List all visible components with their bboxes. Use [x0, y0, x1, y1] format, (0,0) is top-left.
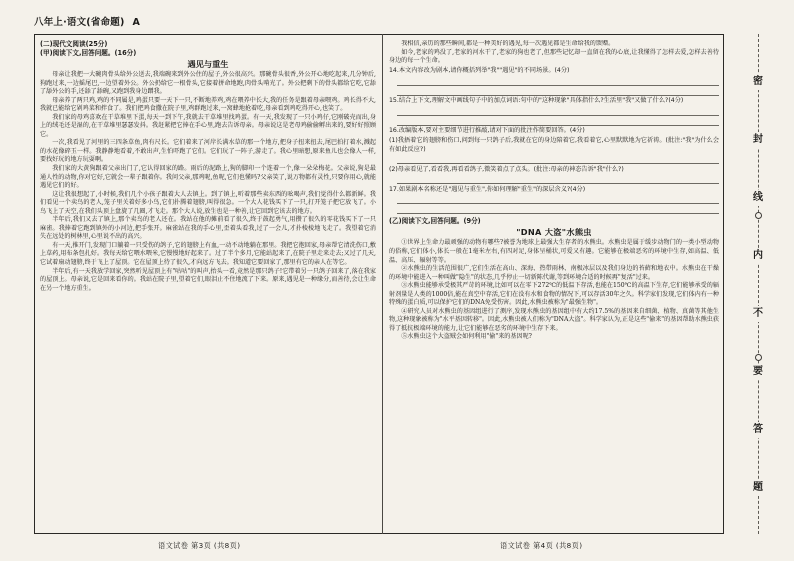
article-paragraph: 母亲让我把一大碗肉骨头给外公送去,我端碗来到外公住的屋子,外公很高兴。那碗骨头很香,外公开心地吃起来,几分钟后,狗跑过来,一边摇尾巴,一边望着外公。外公扔给它一根骨头,它接着拼命地跑,肉骨头啃光了。外公把剩下的骨头都给它吃,它舔了舔外公的手,还舔了舔碗,又跑到我身边蹭我。	[40, 71, 376, 96]
answer-line[interactable]	[397, 206, 719, 214]
article2-paragraph: ⑤水熊虫这个大盗贼会如何利用"偷"来的基因呢?	[401, 333, 532, 341]
article2-paragraph: ④研究人员对水熊虫的基因组进行了测序,发现水熊虫的基因组中有大约17.5%的基因来自细菌、植物、真菌等其他生物,这种现象被称为"水平基因转移"。因此,水熊虫被人们称为"DNA大盗"。科学家认为,正是这些"偷来"的基因帮助水熊虫获得了抵抗极端环境的能力,让它们能够在恶劣的环境中生存下来。	[389, 307, 719, 332]
seal-char: 线	[749, 190, 767, 206]
article-ending	[389, 40, 719, 66]
answer-line[interactable]	[397, 156, 719, 164]
article-paragraph: 有一天,推开门,发现门口躺着一只受伤的鸽子,它的翅膀上有血,一动不动地躺在那里。我把它抱回家,母亲帮它清洗伤口,敷上草药,用布条包扎好。我每天给它喂水喂米,它慢慢地好起来了。过了半个多月,它能站起来了,在院子里走来走去;又过了几天,它试着扇动翅膀,终于飞上了屋顶。它在屋顶上待了很久,才向远方飞去。我知道它要回家了,那里有它的亲人在等它。	[40, 241, 376, 267]
article2-paragraph: ②水熊虫的生活范围很广,它们生活在高山、深海、热带雨林、南极冰层以及我们身边的苔藓和地衣中。水熊虫在干燥的环境中能进入一种叫做"隐生"的状态,几乎停止一切新陈代谢,等到环境合适的时候再"复活"过来。	[389, 265, 719, 281]
seal-char: 答	[749, 422, 767, 438]
seal-char: 题	[749, 480, 767, 496]
article-paragraph: 我们家的大黄狗跟着父亲出门了,它认得回家的路。雨后的泥路上,狗的脚印一个连着一个,像一朵朵梅花。父亲说,狗是最通人性的动物,你对它好,它就会一辈子跟着你。我问父亲,那鸡呢,鱼呢,它们也懂吗?父亲笑了,说万物都有灵性,只要你用心,就能遇见它们的好。	[40, 165, 376, 190]
article-body	[40, 71, 376, 293]
answer-line[interactable]	[397, 88, 719, 96]
seal-char: 不	[749, 306, 767, 322]
seal-char: 要	[749, 364, 767, 380]
answer-line[interactable]	[397, 196, 719, 204]
article2-paragraph: ①世界上生命力最顽强的动物有哪些?被誉为地球上最强大生存者的水熊虫。水熊虫是属于缓步动物门的一类小型动物的俗称,它们体小,体长一般在1毫米左右,有四对足,身体呈桶状,可爱又有趣。它能够在极端恶劣的环境中生存,如高温、低温、高压、辐射等等。	[389, 239, 719, 264]
article-title: 遇见与重生	[187, 59, 229, 69]
question-item: (2)母亲看见了,看看我,再看看鸽子,微笑着点了点头。(批注:母亲的神态告诉"我"什么?)	[389, 165, 624, 173]
exam-header	[34, 14, 140, 28]
article-paragraph: 半年后,我们又去了镇上,那个卖鸟的老人还在。我站在他的摊前看了很久,终于鼓起勇气,用攒了很久的零花钱买下了一只麻雀。我捧着它跑到镇外的小河边,把手张开。麻雀站在我的手心里,歪着头看我,过了一会儿,才扑棱棱地飞走了。我望着它消失在远处的树林里,心里说不出的高兴。	[40, 216, 376, 241]
section2-title: (乙)阅读下文,回答问题。(9分)	[389, 217, 481, 226]
section-title: (二)现代文阅读(25分)	[40, 40, 108, 48]
page-footer-right: 语文试卷 第4页 (共8页)	[500, 541, 583, 550]
seal-margin	[736, 34, 782, 534]
question-item: 14.本文内容改为剧本,请你概括列举"我""遇见"的不同场景。(4分)	[389, 67, 570, 75]
left-column	[40, 40, 376, 526]
article2-title: "DNA 大盗"水熊虫	[516, 227, 592, 238]
right-column	[389, 40, 719, 526]
answer-line[interactable]	[397, 108, 719, 116]
article2-paragraph: ③水熊虫能够承受极其严苛的环境,比如可以在零下272℃的低温下存活,也能在150℃的高温下生存,它们能够承受的辐射剂量是人类的1000倍,能在真空中存活,它们在没有水和食物的情况下,可以存活30年之久。科学家们发现,它们体内有一种特殊的蛋白质,可以保护它们的DNA免受伤害。因此,水熊虫被称为"最强生物"。	[389, 282, 719, 307]
article2-body	[389, 239, 719, 342]
answer-line[interactable]	[397, 78, 719, 86]
binding-hole-icon	[755, 212, 762, 219]
seal-char: 内	[749, 248, 767, 264]
seal-dashed-line	[758, 34, 759, 534]
article-paragraph: 母亲养了两只鸡,鸡的不同属是,鸡蛋只要一天下一只,不断地养鸡,鸡在喂养中长大,我的任务是跟着母亲喂鸡。鸡长得不大,我就已能给它剁鸡菜和拌食了。我们把鸡食撒在院子里,鸡群跑过来,一窝蜂地抢着吃,母亲看到鸡吃得开心,也笑了。	[40, 96, 376, 113]
article-paragraph: 我相信,亲历的那些瞬间,都是一种美好的遇见,每一次遇见都是生命给我的馈赠。	[401, 40, 615, 47]
subsection-title: (甲)阅读下文,回答问题。(16分)	[40, 49, 137, 57]
article-paragraph: 如今,老家的鸡没了,老家的河水干了,老家的狗也老了,但那些记忆却一直留在我的心底,让我懂得了怎样去爱,怎样去善待身边的每一个生命。	[389, 48, 719, 65]
article-paragraph: 一次,我看见了河里的三四条草鱼,肉有尺长。它们着来了河岸长满水草的那一个地方,把身子扭来扭去,尾巴拍打着水,溅起的水花像碎玉一样。我静静地看着,不敢出声,生怕吓跑了它们。它们玩了一阵子,游走了。我心里暗想,原来鱼儿也会像人一样,要找好玩的地方玩耍啊。	[40, 139, 376, 164]
answer-line[interactable]	[397, 176, 719, 184]
page-footer-left: 语文试卷 第3页 (共8页)	[158, 541, 241, 550]
exam-variant: A	[132, 17, 141, 28]
question-item: (1)我捂着它的翅膀和伤口,问到每一只鸽子后,我就在它的身边陪着它,我看着它,心里默默地为它祈祷。(批注:"我"为什么会有如此反应?)	[389, 137, 719, 153]
answer-line[interactable]	[397, 118, 719, 126]
seal-char: 密	[749, 74, 767, 90]
question-item: 17.如果剧本名称还是"遇见与重生",你如何理解"重生"的深层含义?(4分)	[389, 185, 586, 193]
question-list	[389, 67, 719, 214]
question-item: 16.改编版本,要对主要细节进行推敲,请对下面的批注作简要回答。(4分)	[389, 127, 585, 135]
seal-char: 封	[749, 132, 767, 148]
question-item: 15.结合上下文,理解文中画线句子中的加点词语:句中的"这种现象"具体指什么?生活里"我"又做了什么?(4分)	[389, 97, 684, 105]
binding-hole-icon	[755, 354, 762, 361]
column-divider	[382, 34, 383, 534]
article-paragraph: 半年后,有一天我放学回家,突然听见屋顶上有"咕咕"的叫声,抬头一看,竟然是那只鸽子!它带着另一只鸽子回来了,落在我家的屋顶上。母亲说,它是回来看你的。我站在院子里,望着它们,眼泪止不住地流了下来。原来,遇见是一种缘分,而善待,会让生命在另一个地方重生。	[40, 267, 376, 292]
article-paragraph: 这让我很想起了,小时候,我们几个小孩子跟着大人去镇上。到了镇上,听着那些卖东西的吆喝声,我们觉得什么都新鲜。我们看见一个卖鸟的老人,笼子里关着好多小鸟,它们扑腾着翅膀,叫得很急。一个大人花钱买下了一只,打开笼子把它放飞了。小鸟飞上了天空,在我们头顶上盘旋了几圈,才飞走。那个大人说,放生也是一种善,让它回到它该去的地方。	[40, 190, 376, 215]
article-paragraph: 我们家的母鸡喜欢在干草堆里下蛋,每天一到下午,我就去干草堆里找鸡蛋。有一天,我发现了一只小鸡仔,它刚破壳而出,身上的绒毛还是湿的,在干草堆里瑟瑟发抖。我赶紧把它捧在手心里,跑去告诉母亲。母亲说这是老母鸡偷偷孵出来的,要好好照顾它。	[40, 113, 376, 138]
exam-subject-title: 八年上·语文(省命题)	[34, 17, 125, 28]
